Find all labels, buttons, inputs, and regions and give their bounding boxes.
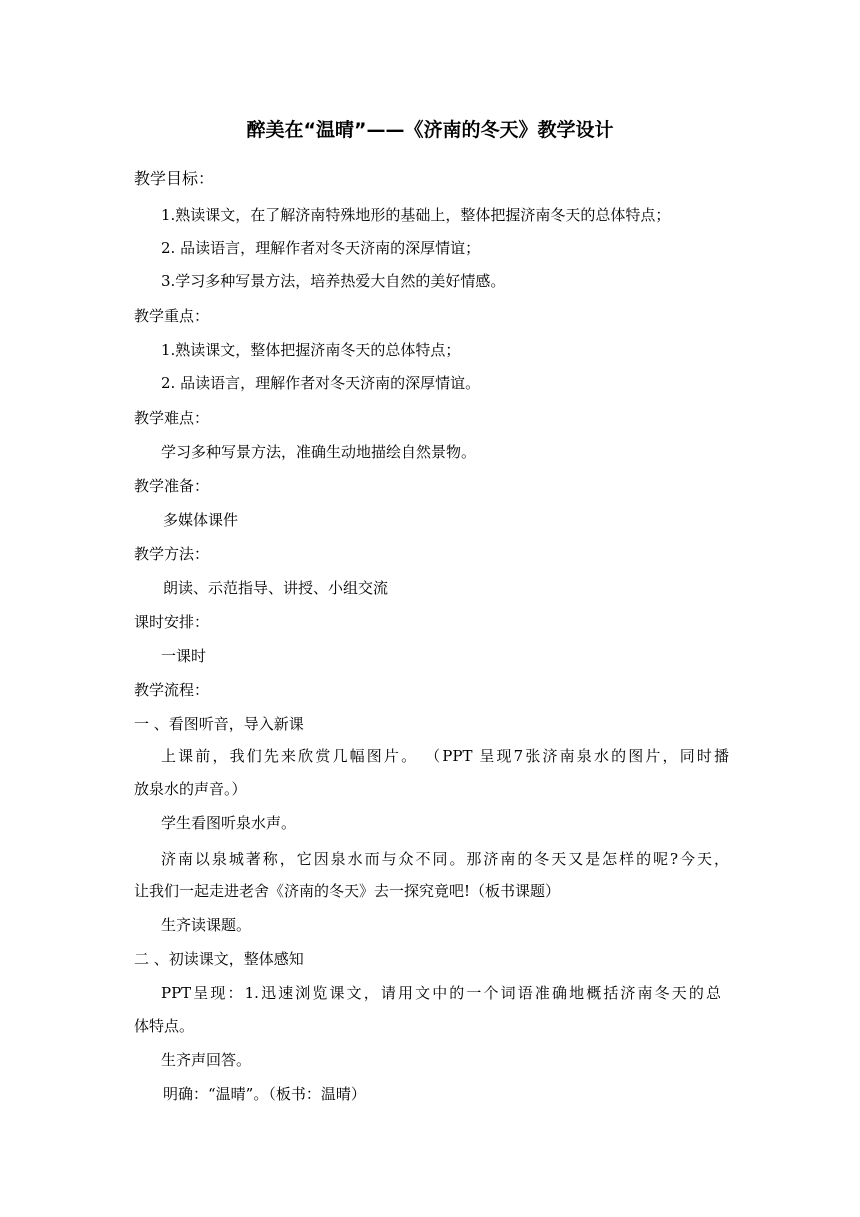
section-2-paragraph-1-line-2: 体特点。	[134, 1017, 195, 1035]
section-1-paragraph-1-line-1: 上课前，我们先来欣赏几幅图片。 （PPT 呈现7张济南泉水的图片，同时播	[161, 747, 729, 765]
section-2-paragraph-3: 明确：“温晴”。（板书：温晴）	[163, 1085, 366, 1103]
preparation-heading: 教学准备：	[134, 477, 210, 495]
section-1-paragraph-3-line-1: 济南以泉城著称，它因泉水而与众不同。那济南的冬天又是怎样的呢?今天，	[161, 850, 729, 868]
section-1-paragraph-1-line-2: 放泉水的声音。）	[134, 780, 247, 798]
document-title: 醉美在“温晴”——《济南的冬天》教学设计	[246, 119, 614, 141]
section-2-paragraph-1-line-1: PPT呈现：1.迅速浏览课文，请用文中的一个词语准确地概括济南冬天的总	[161, 984, 721, 1002]
section-2-paragraph-2: 生齐声回答。	[161, 1051, 252, 1069]
key-point-item-2: 2. 品读语言，理解作者对冬天济南的深厚情谊。	[161, 374, 481, 392]
schedule-text: 一课时	[161, 647, 207, 665]
methods-text: 朗读、示范指导、讲授、小组交流	[163, 579, 389, 597]
difficulties-heading: 教学难点：	[134, 409, 210, 427]
section-2-heading: 二 、初读课文，整体感知	[134, 950, 304, 968]
objective-item-2: 2. 品读语言，理解作者对冬天济南的深厚情谊；	[161, 239, 481, 257]
key-point-item-1: 1.熟读课文，整体把握济南冬天的总体特点；	[161, 341, 461, 359]
section-1-heading: 一 、看图听音，导入新课	[134, 715, 304, 733]
objectives-heading: 教学目标：	[134, 169, 215, 188]
section-1-paragraph-2: 学生看图听泉水声。	[161, 814, 297, 832]
section-1-paragraph-3-line-2: 让我们一起走进老舍《济南的冬天》去一探究竟吧!（板书课题）	[134, 882, 561, 900]
process-heading: 教学流程：	[134, 681, 210, 699]
key-points-heading: 教学重点：	[134, 307, 210, 325]
schedule-heading: 课时安排：	[134, 613, 210, 631]
objective-item-3: 3.学习多种写景方法，培养热爱大自然的美好情感。	[161, 272, 506, 290]
preparation-text: 多媒体课件	[163, 511, 239, 529]
methods-heading: 教学方法：	[134, 545, 210, 563]
difficulties-text: 学习多种写景方法，准确生动地描绘自然景物。	[161, 443, 477, 461]
section-1-paragraph-4: 生齐读课题。	[161, 916, 252, 934]
objective-item-1: 1.熟读课文，在了解济南特殊地形的基础上，整体把握济南冬天的总体特点；	[161, 206, 671, 224]
